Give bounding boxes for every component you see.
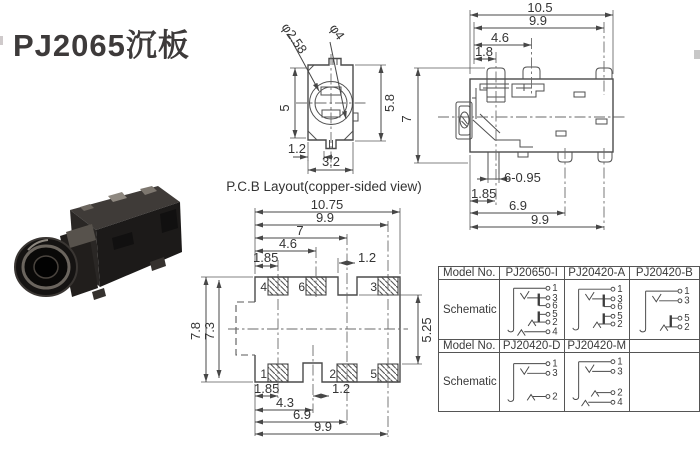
pin-label: 1 — [551, 358, 558, 370]
dim-pcb-t12: 1.2 — [358, 250, 377, 265]
dim-pcb-b99: 9.9 — [313, 419, 333, 434]
empty-cell — [629, 353, 699, 412]
dim-pcb-b12: 1.2 — [332, 381, 351, 396]
pin-label: 1 — [552, 283, 558, 295]
pad-number: 5 — [370, 367, 377, 381]
pin-label: 2 — [551, 391, 558, 403]
dim-side-pin2-off: 4.6 — [490, 30, 510, 45]
pad-number: 6 — [298, 280, 305, 294]
model-no-header: Model No. — [439, 267, 500, 280]
dim-pcb-b43: 4.3 — [275, 395, 295, 410]
dim-front-h-right: 5.8 — [382, 93, 397, 113]
dim-front-off-bottom: 1.2 — [287, 141, 306, 156]
dim-side-b99: 9.9 — [530, 212, 550, 227]
dim-side-pin-spec: 6-0.95 — [504, 170, 541, 185]
model-pj20650-i: PJ20650-I — [499, 267, 564, 280]
dim-side-w-pins: 9.9 — [528, 13, 548, 28]
dim-pcb-b69: 6.9 — [292, 407, 312, 422]
pin-label: 5 — [552, 309, 558, 321]
table-row — [439, 353, 700, 412]
dim-pcb-b185: 1.85 — [254, 381, 280, 396]
schematic-header: Schematic — [439, 353, 500, 412]
dim-pcb-r525: 5.25 — [419, 317, 434, 343]
dim-side-w-overall: 10.5 — [527, 0, 553, 15]
pin-label: 2 — [617, 318, 623, 330]
pin-label: 3 — [552, 292, 558, 304]
dim-pcb-l78: 7.8 — [188, 321, 203, 341]
schematic-diagram — [568, 281, 626, 338]
dim-front-dia-inner: φ2.58 — [278, 20, 311, 57]
pin-label: 3 — [617, 293, 623, 305]
dim-front-dia-outer: φ4 — [326, 21, 348, 43]
pcb-layout-drawing — [188, 179, 434, 437]
pin-label: 3 — [617, 366, 623, 378]
model-table — [438, 266, 700, 412]
pin-label: 4 — [617, 397, 623, 409]
pin-label: 1 — [617, 284, 623, 296]
dim-side-b69: 6.9 — [508, 198, 528, 213]
pin-label: 4 — [552, 326, 558, 338]
product-photo — [15, 186, 182, 300]
schematic-header: Schematic — [439, 280, 500, 340]
pin-label: 1 — [617, 356, 623, 368]
schematic-pj20650-i — [499, 280, 564, 340]
model-pj20420-a: PJ20420-A — [564, 267, 629, 280]
scan-artifact — [694, 50, 700, 59]
dim-pcb-t99: 9.9 — [315, 210, 335, 225]
schematic-diagram — [568, 354, 626, 410]
dim-pcb-t46: 4.6 — [278, 236, 298, 251]
page-title: PJ2065沉板 — [13, 28, 190, 63]
empty-cell — [629, 340, 699, 353]
model-pj20420-b: PJ20420-B — [629, 267, 699, 280]
pin-label: 3 — [684, 295, 691, 307]
pin-label: 1 — [684, 286, 691, 298]
table-row — [439, 280, 700, 340]
dim-front-w-bottom: 3.2 — [321, 154, 341, 169]
pin-label: 5 — [617, 311, 623, 323]
pin-label: 3 — [551, 368, 558, 380]
pad-number: 3 — [370, 280, 377, 294]
dim-side-b185: 1.85 — [471, 186, 497, 201]
schematic-pj20420-a — [564, 280, 629, 340]
schematic-diagram — [503, 354, 561, 410]
pin-label: 2 — [617, 387, 623, 399]
dim-side-height: 7 — [399, 115, 414, 123]
model-pj20420-d: PJ20420-D — [499, 340, 564, 353]
front-view-drawing — [277, 20, 397, 174]
scan-artifact — [0, 36, 3, 45]
pad-number: 2 — [329, 367, 336, 381]
pin-label: 6 — [552, 300, 558, 312]
pcb-layout-title: P.C.B Layout(copper-sided view) — [226, 179, 422, 194]
table-row — [439, 267, 700, 280]
dim-pcb-t185: 1.85 — [253, 250, 279, 265]
pad-number: 1 — [260, 367, 267, 381]
pad-number: 4 — [260, 280, 267, 294]
table-row — [439, 340, 700, 353]
dim-pcb-t7: 7 — [296, 223, 304, 238]
dim-front-h-left: 5 — [277, 104, 292, 112]
dim-pcb-1075: 10.75 — [310, 197, 344, 212]
side-view-drawing — [399, 0, 625, 230]
model-no-header: Model No. — [439, 340, 500, 353]
schematic-pj20420-m — [564, 353, 629, 412]
pin-label: 2 — [552, 316, 558, 328]
model-pj20420-m: PJ20420-M — [564, 340, 629, 353]
pin-label: 5 — [684, 313, 691, 325]
schematic-pj20420-b — [629, 280, 699, 340]
schematic-pj20420-d — [499, 353, 564, 412]
schematic-diagram — [635, 281, 693, 338]
pin-label: 6 — [617, 301, 623, 313]
pin-label: 2 — [684, 321, 691, 333]
schematic-diagram — [503, 281, 561, 338]
dim-pcb-l73: 7.3 — [202, 321, 217, 341]
dim-side-pin1-off: 1.8 — [474, 44, 494, 59]
